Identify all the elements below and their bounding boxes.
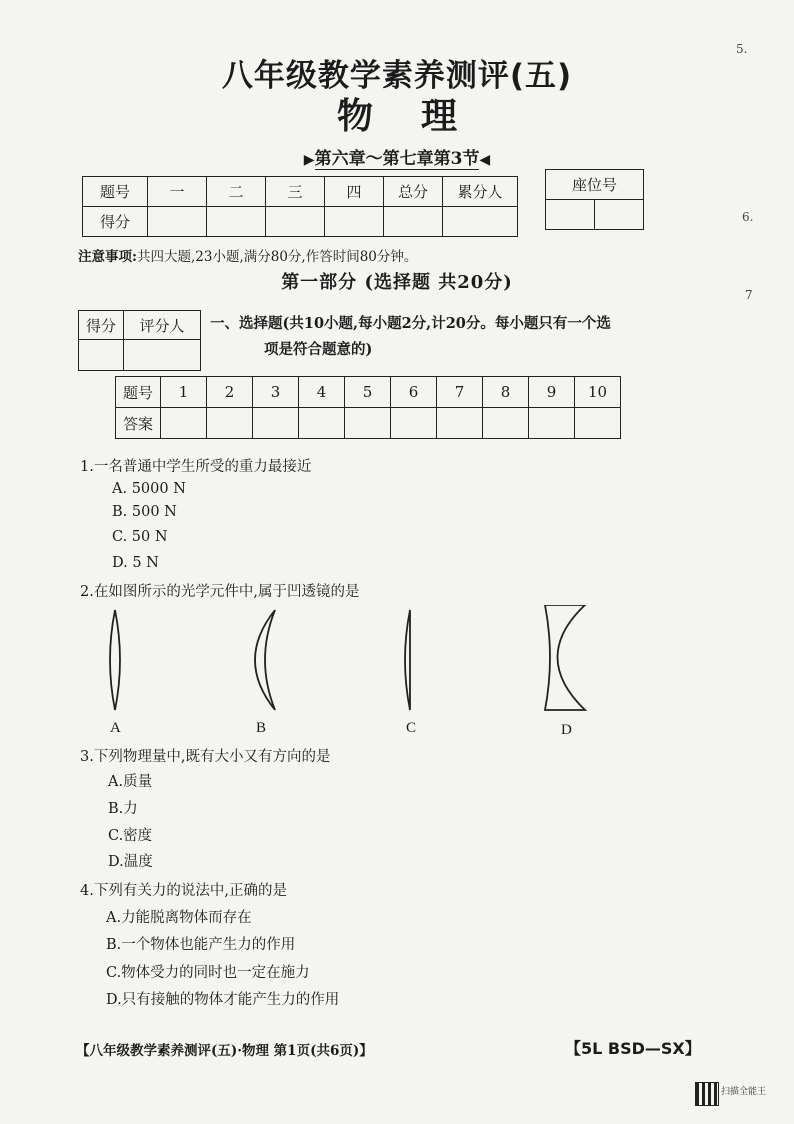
score-cell[interactable] xyxy=(325,207,384,237)
seat-label: 座位号 xyxy=(546,170,644,200)
answer-cell[interactable] xyxy=(437,408,483,439)
score-cell[interactable] xyxy=(384,207,443,237)
lens-c-shape xyxy=(405,610,410,710)
score-cell[interactable] xyxy=(443,207,518,237)
side-mark: 5. xyxy=(736,42,748,56)
question-3-option-d: D.温度 xyxy=(108,854,153,870)
marker-score-label: 得分 xyxy=(79,311,124,340)
marker-score-cell[interactable] xyxy=(79,340,124,371)
scanner-brand: 扫描全能王 xyxy=(721,1087,767,1097)
answer-cell[interactable] xyxy=(299,408,345,439)
answer-cell[interactable] xyxy=(575,408,621,439)
table-cell: 6 xyxy=(391,377,437,408)
table-cell: 8 xyxy=(483,377,529,408)
section1-title xyxy=(210,311,660,363)
answer-cell[interactable] xyxy=(529,408,575,439)
seat-table xyxy=(545,169,644,230)
table-cell: 题号 xyxy=(83,177,148,207)
answer-cell[interactable] xyxy=(253,408,299,439)
answer-cell[interactable] xyxy=(345,408,391,439)
exam-title: 八年级教学素养测评(五) xyxy=(221,58,573,94)
triangle-right-icon: ▶ xyxy=(303,152,315,168)
question-1-stem: 1.一名普通中学生所受的重力最接近 xyxy=(80,459,312,475)
table-cell: 3 xyxy=(253,377,299,408)
table-cell: 1 xyxy=(161,377,207,408)
table-cell: 题号 xyxy=(116,377,161,408)
score-cell[interactable] xyxy=(266,207,325,237)
part1-title: 第一部分 (选择题 共20分) xyxy=(281,272,513,293)
subject-title: 物理 xyxy=(336,96,505,137)
answer-cell[interactable] xyxy=(391,408,437,439)
answer-cell[interactable] xyxy=(483,408,529,439)
question-4-option-b: B.一个物体也能产生力的作用 xyxy=(106,937,296,953)
table-cell: 5 xyxy=(345,377,391,408)
page-footer-left: 【八年级教学素养测评(五)·物理 第1页(共6页)】 xyxy=(76,1043,373,1059)
section1-line2: 项是符合题意的) xyxy=(264,341,373,358)
table-cell: 7 xyxy=(437,377,483,408)
lens-a-shape xyxy=(110,610,120,710)
question-4-stem: 4.下列有关力的说法中,正确的是 xyxy=(80,883,287,899)
table-cell: 2 xyxy=(207,377,253,408)
score-table-score-row xyxy=(83,207,518,237)
section1-line1: 一、选择题(共10小题,每小题2分,计20分。每小题只有一个选 xyxy=(210,315,611,332)
lens-label-a: A xyxy=(110,720,121,736)
answer-cell[interactable] xyxy=(207,408,253,439)
table-cell: 总分 xyxy=(384,177,443,207)
table-cell: 9 xyxy=(529,377,575,408)
notice xyxy=(78,245,417,265)
lens-b-shape xyxy=(255,610,275,710)
question-1-option-d: D. 5 N xyxy=(112,555,159,571)
question-4-option-d: D.只有接触的物体才能产生力的作用 xyxy=(106,992,340,1008)
lens-label-b: B xyxy=(256,720,267,736)
lens-figure xyxy=(90,605,590,720)
seat-cell[interactable] xyxy=(595,200,644,230)
table-cell: 三 xyxy=(266,177,325,207)
score-cell[interactable] xyxy=(207,207,266,237)
question-1-option-c: C. 50 N xyxy=(112,529,168,545)
table-cell: 得分 xyxy=(83,207,148,237)
question-4-option-c: C.物体受力的同时也一定在施力 xyxy=(106,965,310,981)
chapter-range xyxy=(0,144,794,169)
lens-d-shape xyxy=(545,605,585,710)
table-cell: 答案 xyxy=(116,408,161,439)
question-3-option-a: A.质量 xyxy=(108,774,153,790)
question-3-stem: 3.下列物理量中,既有大小又有方向的是 xyxy=(80,749,331,765)
score-table xyxy=(82,176,518,237)
notice-text: 共四大题,23小题,满分80分,作答时间80分钟。 xyxy=(136,249,418,265)
table-cell: 四 xyxy=(325,177,384,207)
marker-table xyxy=(78,310,201,371)
triangle-left-icon: ◀ xyxy=(479,152,491,168)
table-cell: 一 xyxy=(148,177,207,207)
chapter-text: 第六章～第七章第3节 xyxy=(314,149,480,169)
question-3-option-c: C.密度 xyxy=(108,828,153,844)
seat-cell[interactable] xyxy=(546,200,595,230)
notice-label: 注意事项: xyxy=(78,249,137,265)
page-footer-code: 【5L BSD—SX】 xyxy=(565,1039,701,1058)
question-2-stem: 2.在如图所示的光学元件中,属于凹透镜的是 xyxy=(80,584,360,600)
question-1-option-b: B. 500 N xyxy=(112,504,177,520)
table-cell: 10 xyxy=(575,377,621,408)
marker-grader-cell[interactable] xyxy=(124,340,201,371)
lens-label-d: D xyxy=(561,722,572,738)
side-mark: 7 xyxy=(745,288,753,302)
table-cell: 4 xyxy=(299,377,345,408)
marker-grader-label: 评分人 xyxy=(124,311,201,340)
answer-table xyxy=(115,376,621,439)
question-1-option-a: A. 5000 N xyxy=(112,481,186,497)
table-cell: 二 xyxy=(207,177,266,207)
table-cell: 累分人 xyxy=(443,177,518,207)
answer-cell[interactable] xyxy=(161,408,207,439)
qr-code-icon xyxy=(695,1082,719,1106)
score-cell[interactable] xyxy=(148,207,207,237)
question-4-option-a: A.力能脱离物体而存在 xyxy=(106,910,252,926)
lens-label-c: C xyxy=(406,720,417,736)
question-3-option-b: B.力 xyxy=(108,801,138,817)
score-table-header-row xyxy=(83,177,518,207)
side-mark: 6. xyxy=(742,210,754,224)
